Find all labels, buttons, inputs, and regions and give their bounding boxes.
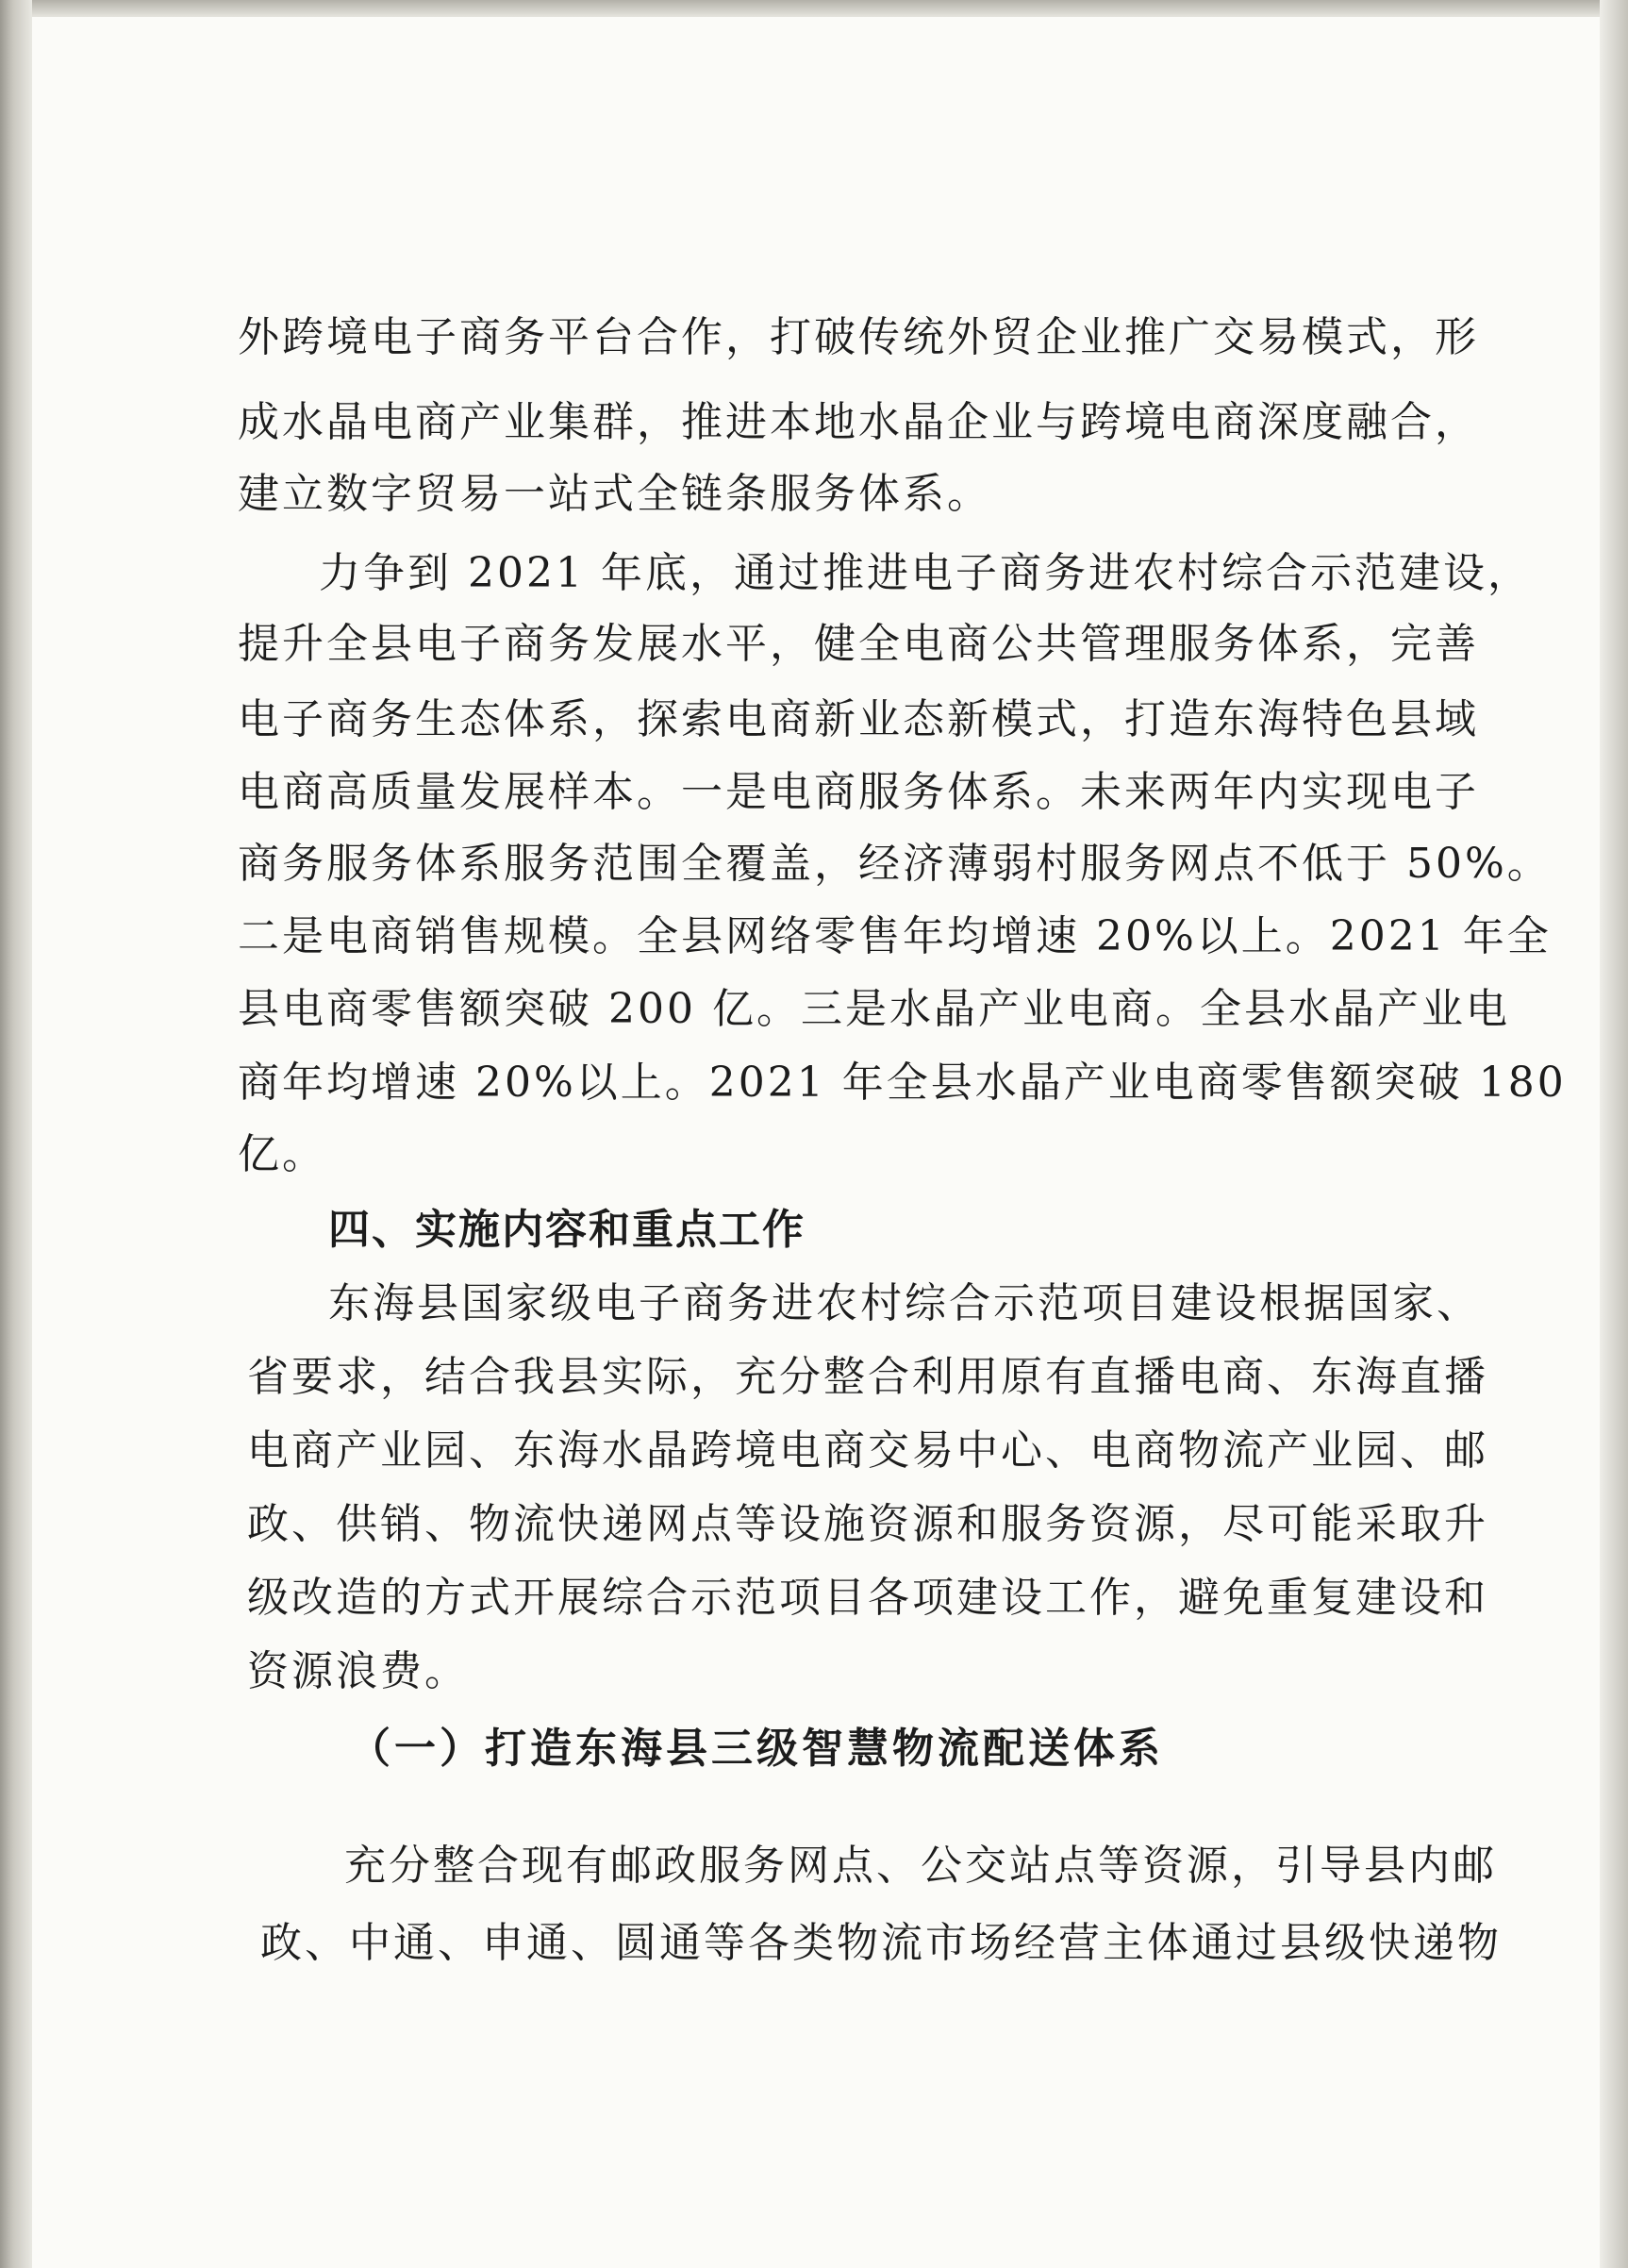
paragraph-line: 县电商零售额突破 200 亿。三是水晶产业电商。全县水晶产业电 [238,985,1510,1033]
paragraph-line: 级改造的方式开展综合示范项目各项建设工作，避免重复建设和 [247,1574,1488,1622]
paragraph-line: 充分整合现有邮政服务网点、公交站点等资源，引导县内邮 [344,1842,1497,1890]
paragraph-line: 提升全县电子商务发展水平，健全电商公共管理服务体系，完善 [238,620,1479,668]
paragraph-line: 电子商务生态体系，探索电商新业态新模式，打造东海特色县域 [238,695,1479,743]
paragraph-line: 政、中通、申通、圆通等各类物流市场经营主体通过县级快递物 [260,1919,1502,1967]
paragraph-line: 力争到 2021 年底，通过推进电子商务进农村综合示范建设， [319,549,1532,597]
subsection-heading: （一）打造东海县三级智慧物流配送体系 [349,1725,1164,1773]
section-heading: 四、实施内容和重点工作 [328,1206,806,1254]
paragraph-line: 资源浪费。 [247,1647,469,1695]
paragraph-line: 外跨境电子商务平台合作，打破传统外贸企业推广交易模式，形 [238,313,1479,361]
paragraph-line: 二是电商销售规模。全县网络零售年均增速 20%以上。2021 年全 [238,912,1552,960]
paragraph-line: 省要求，结合我县实际，充分整合利用原有直播电商、东海直播 [247,1353,1488,1401]
paragraph-line: 东海县国家级电子商务进农村综合示范项目建设根据国家、 [328,1279,1481,1327]
paragraph-line: 亿。 [238,1130,326,1178]
paragraph-line: 建立数字贸易一站式全链条服务体系。 [238,470,991,518]
scan-edge-top [0,0,1628,17]
scan-edge-right [1600,0,1628,2268]
paragraph-line: 商务服务体系服务范围全覆盖，经济薄弱村服务网点不低于 50%。 [238,840,1552,888]
scan-edge-left [0,0,32,2268]
paragraph-line: 电商产业园、东海水晶跨境电商交易中心、电商物流产业园、邮 [247,1426,1488,1475]
paragraph-line: 成水晶电商产业集群，推进本地水晶企业与跨境电商深度融合， [238,398,1479,446]
paragraph-line: 政、供销、物流快递网点等设施资源和服务资源，尽可能采取升 [247,1500,1488,1548]
paragraph-line: 电商高质量发展样本。一是电商服务体系。未来两年内实现电子 [238,768,1479,816]
paragraph-line: 商年均增速 20%以上。2021 年全县水晶产业电商零售额突破 180 [238,1059,1567,1107]
